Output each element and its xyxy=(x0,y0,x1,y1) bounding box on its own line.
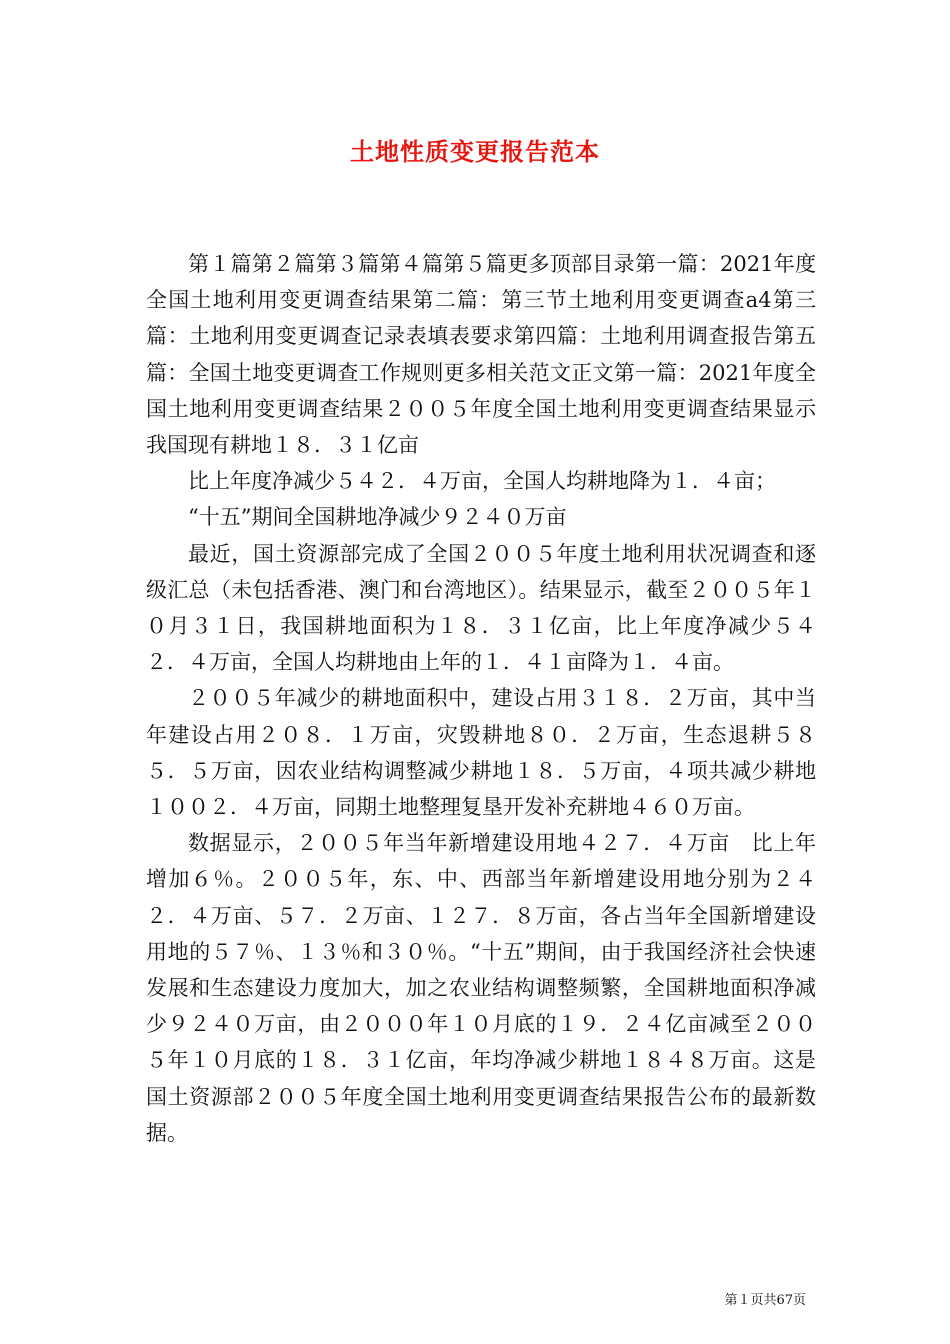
paragraph: 第１篇第２篇第３篇第４篇第５篇更多顶部目录第一篇：2021年度全国土地利用变更调查结果第二篇：第三节土地利用变更调查a4第三篇：土地利用变更调查记录表填表要求第四篇：土地利用调查报告第五篇：全国土地变更调查工作规则更多相关范文正文第一篇：2021年度全国土地利用变更调查结果２００５年度全国土地利用变更调查结果显示我国现有耕地１８．３１亿亩 xyxy=(146,252,816,458)
paragraph: 比上年度净减少５４２．４万亩，全国人均耕地降为１．４亩； xyxy=(188,469,776,494)
document-body xyxy=(146,246,816,1151)
paragraph: “十五”期间全国耕地净减少９２４０万亩 xyxy=(188,505,567,530)
paragraph: 数据显示，２００５年当年新增建设用地４２７．４万亩 比上年增加６％。２００５年，东、中、西部当年新增建设用地分别为２４２．４万亩、５７．２万亩、１２７．８万亩，各占当年全国新增建设用地的５７％、１３％和３０％。“十五”期间，由于我国经济社会快速发展和生态建设力度加大，加之农业结构调整频繁，全国耕地面积净减少９２４０万亩，由２０００年１０月底的１９．２４亿亩减至２００５年１０月底的１８．３１亿亩，年均净减少耕地１８４８万亩。这是国土资源部２００５年度全国土地利用变更调查结果报告公布的最新数据。 xyxy=(146,831,816,1145)
document-title: 土地性质变更报告范本 xyxy=(350,137,600,166)
paragraph: 最近，国土资源部完成了全国２００５年度土地利用状况调查和逐级汇总（未包括香港、澳门和台湾地区）。结果显示，截至２００５年１０月３１日，我国耕地面积为１８．３１亿亩，比上年度净减少５４２．４万亩，全国人均耕地由上年的１．４１亩降为１．４亩。 xyxy=(146,541,816,675)
paragraph: ２００５年减少的耕地面积中，建设占用３１８．２万亩，其中当年建设占用２０８．１万亩，灾毁耕地８０．２万亩，生态退耕５８５．５万亩，因农业结构调整减少耕地１８．５万亩，４项共减少耕地１００２．４万亩，同期土地整理复垦开发补充耕地４６０万亩。 xyxy=(146,686,816,820)
page-number: 第１页共67页 xyxy=(724,1293,806,1308)
